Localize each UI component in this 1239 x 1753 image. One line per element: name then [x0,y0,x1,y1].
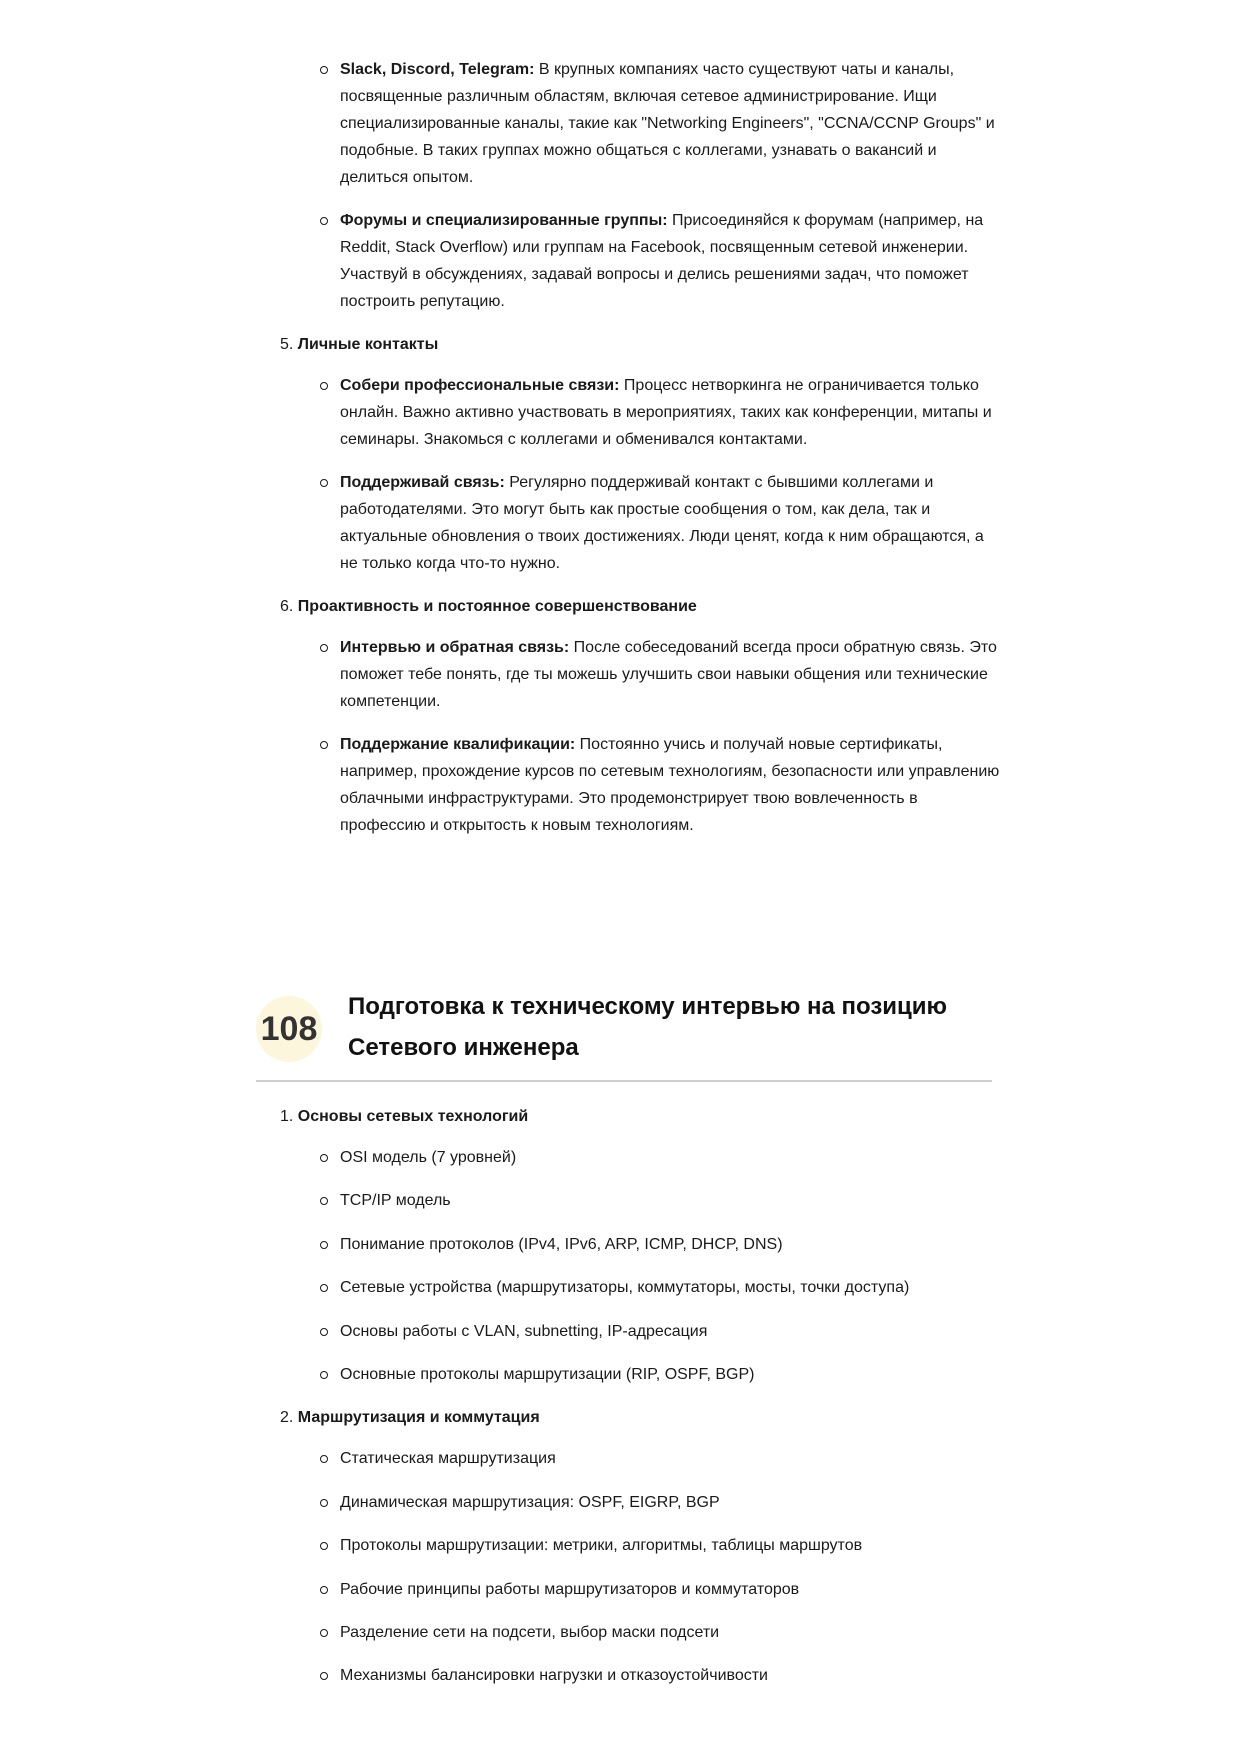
circle-bullet-icon [320,1284,328,1292]
item-text: Динамическая маршрутизация: OSPF, EIGRP, BGP [340,1493,720,1511]
chapter-title-line: Подготовка к техническому интервью на позицию [348,993,948,1020]
numbered-heading-1 [280,1103,1000,1130]
list-item [280,1662,1000,1689]
item-text: Регулярно поддерживай контакт с бывшими коллегами и работодателями. Это могут быть как простые сообщения о том, как дела, так и актуальные обновления о твоих достижениях. Люди ценят, когда к ним обращаются, а не только когда что-то нужно. [340,474,984,572]
item-heading: Интервью и обратная связь: [340,639,570,656]
item-number: 1. [280,1108,294,1125]
list-item [280,1318,1000,1345]
circle-bullet-icon [320,382,328,390]
circle-bullet-icon [320,1455,328,1463]
interview-prep-section [280,1099,1000,1706]
item-text: Процесс нетворкинга не ограничивается только онлайн. Важно активно участвовать в мероприятиях, таких как конференции, митапы и семинары. Знакомься с коллегами и обменивался контактами. [340,377,992,448]
chapter-header [256,990,992,1082]
item-text: Рабочие принципы работы маршрутизаторов и коммутаторов [340,1580,800,1598]
item-text: Разделение сети на подсети, выбор маски подсети [340,1623,720,1641]
item-heading: Поддержание квалификации: [340,736,576,753]
item-text: Основы работы с VLAN, subnetting, IP-адресация [340,1322,708,1340]
item-text: В крупных компаниях часто существуют чаты и каналы, посвященные различным областям, включая сетевое администрирование. Ищи специализированные каналы, такие как "Networking Engineers", "CCNA/CCNP Groups" и подобные. В таких группах можно общаться с коллегами, узнавать о вакансий и делиться опытом. [340,61,995,186]
list-item [280,469,1000,577]
item-label: Проактивность и постоянное совершенствование [297,598,697,615]
item-label: Маршрутизация и коммутация [297,1409,540,1427]
list-item [280,1576,1000,1603]
item-label: Личные контакты [297,336,439,353]
circle-bullet-icon [320,1499,328,1507]
networking-tips-section [280,56,1000,855]
list-item [280,1231,1000,1258]
item-text: Сетевые устройства (маршрутизаторы, коммутаторы, мосты, точки доступа) [340,1279,910,1297]
circle-bullet-icon [320,644,328,652]
item-heading: Форумы и специализированные группы: [340,212,668,229]
list-item [280,731,1000,839]
item-text: После собеседований всегда проси обратную связь. Это поможет тебе понять, где ты можешь улучшить свои навыки общения или технические компетенции. [340,639,997,710]
circle-bullet-icon [320,1629,328,1637]
circle-bullet-icon [320,1241,328,1249]
circle-bullet-icon [320,1542,328,1550]
chapter-title-line: Сетевого инженера [348,1034,579,1061]
numbered-heading-2 [280,1404,1000,1431]
chapter-title [348,986,988,1068]
circle-bullet-icon [320,1586,328,1594]
item-heading: Slack, Discord, Telegram: [340,61,535,78]
circle-bullet-icon [320,1197,328,1205]
item-number: 6. [280,598,294,615]
list-item [280,1361,1000,1388]
circle-bullet-icon [320,479,328,487]
item-text: Основные протоколы маршрутизации (RIP, OSPF, BGP) [340,1365,755,1383]
item-text: Протоколы маршрутизации: метрики, алгоритмы, таблицы маршрутов [340,1537,863,1555]
list-item [280,1619,1000,1646]
list-item [280,372,1000,453]
list-item [280,1274,1000,1301]
item-text: Понимание протоколов (IPv4, IPv6, ARP, ICMP, DHCP, DNS) [340,1235,783,1253]
item-text: Присоединяйся к форумам (например, на Reddit, Stack Overflow) или группам на Facebook, посвященным сетевой инженерии. Участвуй в обсуждениях, задавай вопросы и делись решениями задач, что поможет построить репутацию. [340,212,984,310]
circle-bullet-icon [320,1328,328,1336]
item-number: 5. [280,336,294,353]
item-number: 2. [280,1409,294,1427]
item-text: TCP/IP модель [340,1192,451,1210]
list-item [280,1445,1000,1472]
list-item [280,634,1000,715]
item-text: OSI модель (7 уровней) [340,1149,517,1166]
item-text: Механизмы балансировки нагрузки и отказоустойчивости [340,1667,768,1685]
numbered-heading-6 [280,593,1000,620]
item-text: Постоянно учись и получай новые сертификаты, например, прохождение курсов по сетевым технологиям, безопасности или управлению облачными инфраструктурами. Это продемонстрирует твою вовлеченность в профессию и открытость к новым технологиям. [340,736,1000,834]
circle-bullet-icon [320,66,328,74]
circle-bullet-icon [320,1154,328,1162]
circle-bullet-icon [320,1371,328,1379]
circle-bullet-icon [320,741,328,749]
list-item [280,207,1000,315]
list-item [280,1144,1000,1171]
list-item [280,56,1000,191]
item-text: Статическая маршрутизация [340,1450,556,1468]
list-item [280,1532,1000,1559]
item-heading: Поддерживай связь: [340,474,505,491]
chapter-number-badge: 108 [256,996,322,1062]
list-item [280,1489,1000,1516]
circle-bullet-icon [320,1672,328,1680]
item-label: Основы сетевых технологий [297,1108,529,1125]
item-heading: Собери профессиональные связи: [340,377,620,394]
list-item [280,1187,1000,1214]
circle-bullet-icon [320,217,328,225]
numbered-heading-5 [280,331,1000,358]
